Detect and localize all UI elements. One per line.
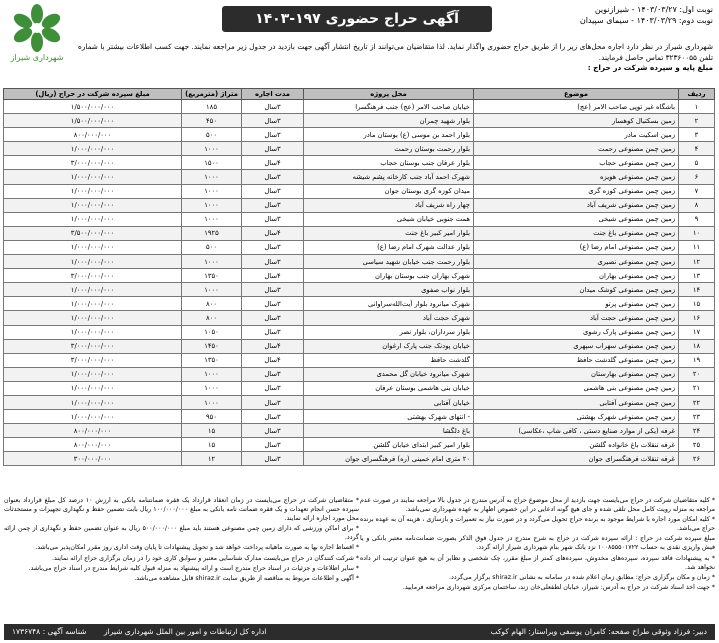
intro-subheading: مبلغ پایه و سپرده شرکت در حراج :	[587, 63, 713, 72]
table-cell: غرفه تنقلات باغ خانواده گلشن	[474, 438, 679, 452]
table-cell: ۲۰ متری امام خمینی (ره) فرهنگسرای جوان	[304, 452, 474, 466]
table-cell: ۱/۰۰۰/۰۰۰/۰۰۰	[4, 381, 182, 395]
conditions-section	[4, 496, 715, 620]
table-cell: خیابان آفتابی	[304, 395, 474, 409]
condition-item: * زمان و مکان برگزاری حراج: مطابق زمان اعلام شده در سامانه به نشانی shiraz.ir برگزار می‌گردد.	[449, 573, 715, 581]
table-cell: ۱۰۵۰	[182, 325, 242, 339]
table-cell: زمین چمن مصنوعی کوزه گری	[474, 184, 679, 198]
table-cell: ۳سال	[242, 255, 304, 269]
table-cell: ۱/۰۰۰/۰۰۰/۰۰۰	[4, 410, 182, 424]
table-cell: ۱/۰۰۰/۰۰۰/۰۰۰	[4, 240, 182, 254]
table-cell: بلوار امیر کبیر ابتدای خیابان گلشن	[304, 438, 474, 452]
table-cell: ۳سال	[242, 410, 304, 424]
table-cell: زمین چمن مصنوعی آفتابی	[474, 395, 679, 409]
table-cell: ۱۰۰۰	[182, 395, 242, 409]
table-cell: ۳سال	[242, 212, 304, 226]
table-cell: ۴	[679, 142, 715, 156]
table-header-cell: موضوع	[474, 89, 679, 100]
table-row	[4, 438, 715, 452]
condition-item: * شرکت کنندگان در حراج می‌بایست مدارک شناسایی معتبر و سوابق کاری خود را در زمان برگزاری حراج ارائه نمایند.	[52, 554, 359, 562]
table-cell: ۳سال	[242, 438, 304, 452]
table-row	[4, 255, 715, 269]
table-cell: ۴سال	[242, 353, 304, 367]
table-cell: ۴۵۰	[182, 114, 242, 128]
table-cell: باشگاه غیر توپی صاحب الامر (عج)	[474, 100, 679, 114]
table-cell: ۱۹	[679, 353, 715, 367]
table-cell: ۱/۰۰۰/۰۰۰/۰۰۰	[4, 212, 182, 226]
table-row	[4, 100, 715, 114]
table-cell: ۳سال	[242, 311, 304, 325]
table-cell: ۸۰۰/۰۰۰/۰۰۰	[4, 424, 182, 438]
table-cell: ۳سال	[242, 325, 304, 339]
table-cell: شهرک حجت آباد	[304, 311, 474, 325]
table-cell: ۳	[679, 128, 715, 142]
table-cell: ۱۱	[679, 240, 715, 254]
table-cell: ۵	[679, 156, 715, 170]
table-row	[4, 142, 715, 156]
table-body	[4, 100, 715, 466]
table-cell: بلوار عرفان جنب بوستان حجاب	[304, 156, 474, 170]
table-cell: زمین چمن مصنوعی گلدشت حافظ	[474, 353, 679, 367]
table-cell: ۱۰۰۰	[182, 184, 242, 198]
publication-first: نوبت اول: ۱۴۰۳/۰۳/۲۷ - شیرازنوین	[594, 5, 713, 14]
table-cell: ۴سال	[242, 269, 304, 283]
table-cell: ۳/۵۰۰/۰۰۰/۰۰۰	[4, 226, 182, 240]
table-row	[4, 198, 715, 212]
table-cell: ۴سال	[242, 339, 304, 353]
intro-text: شهرداری شیراز در نظر دارد اجاره محل‌های زیر را از طریق حراج حضوری واگذار نماید. لذا متقاضیان می‌توانند از تاریخ انتشار آگهی جهت بازدید در جدول زیر مراجعه نمایند. جهت کسب اطلاعات بیشتر با شماره تلفن ۳۲۳۶۰۰۵۵ تماس حاصل فرمایند.	[78, 42, 713, 62]
table-cell: ۱۵۰۰	[182, 156, 242, 170]
table-cell: ۳سال	[242, 452, 304, 466]
table-cell: ۱/۰۰۰/۰۰۰/۰۰۰	[4, 367, 182, 381]
table-cell: ۱/۰۰۰/۰۰۰/۰۰۰	[4, 255, 182, 269]
table-row	[4, 283, 715, 297]
condition-item: * جهت اخذ اسناد شرکت در حراج به آدرس: شیراز، خیابان لطفعلی‌خان زند، ساختمان مرکزی شهرداری مراجعه فرمایید.	[402, 583, 715, 591]
condition-item: * برای اماکن ورزشی که دارای زمین چمن مصنوعی هستند باید مبلغ ۵۰۰/۰۰۰/۰۰۰ ریال به عنوان تضمین حفظ و نگهداری از چمن ارائه گردد.	[4, 525, 359, 542]
table-cell: ۱۰۰۰	[182, 283, 242, 297]
table-cell: ۴سال	[242, 156, 304, 170]
condition-item: * کلیه امکان مورد اجاره با شرایط موجود به برنده حراج تحویل می‌گردد و در صورت نیاز به تعمیرات و بازسازی ، هزینه آن به عهده برنده حراج می‌باشد.	[360, 516, 715, 533]
table-cell: ۱۷	[679, 325, 715, 339]
table-cell: بلوار امیر کبیر باغ جنت	[304, 226, 474, 240]
table-cell: بلوار عدالت شهرک امام رضا (ع)	[304, 240, 474, 254]
page-title: آگهی حراج حضوری ۱۹۷-۱۴۰۳	[222, 6, 492, 32]
table-cell: ۲۳	[679, 410, 715, 424]
table-cell: ۱۳۵۰	[182, 269, 242, 283]
table-cell: ۳سال	[242, 381, 304, 395]
table-row	[4, 297, 715, 311]
table-row	[4, 128, 715, 142]
table-header-cell: مدت اجاره	[242, 89, 304, 100]
table-row	[4, 339, 715, 353]
table-row	[4, 240, 715, 254]
table-cell: ۳سال	[242, 198, 304, 212]
auction-table-container	[4, 88, 715, 493]
table-row	[4, 367, 715, 381]
table-cell: ۳سال	[242, 297, 304, 311]
table-cell: غرفه تنقلات فرهنگسرای جوان	[474, 452, 679, 466]
footer-department: اداره کل ارتباطات و امور بین الملل شهرداری شیراز	[104, 627, 267, 636]
table-cell: ۲۱	[679, 381, 715, 395]
table-row	[4, 184, 715, 198]
table-cell: ۱/۰۰۰/۰۰۰/۰۰۰	[4, 170, 182, 184]
table-cell: ۱/۰۰۰/۰۰۰/۰۰۰	[4, 283, 182, 297]
table-cell: زمین چمن مصنوعی شریف آباد	[474, 198, 679, 212]
table-cell: ۲۶	[679, 452, 715, 466]
table-cell: ۳سال	[242, 100, 304, 114]
table-cell: ۸	[679, 198, 715, 212]
table-row	[4, 325, 715, 339]
table-cell: ۸۰۰/۰۰۰/۰۰۰	[4, 438, 182, 452]
table-cell: ۳/۰۰۰/۰۰۰/۰۰۰	[4, 156, 182, 170]
table-cell: ۳سال	[242, 424, 304, 438]
table-cell: ۵۰۰	[182, 240, 242, 254]
condition-item: * اقساط اجاره بها به صورت ماهیانه پرداخت خواهد شد و تحویل پیشنهادات تا پایان وقت اداری روز مقرر امکان‌پذیر می‌باشد.	[35, 544, 359, 552]
table-cell: ۳سال	[242, 184, 304, 198]
table-cell: ۳سال	[242, 283, 304, 297]
table-cell: شهرک میانرود خیابان گل محمدی	[304, 367, 474, 381]
municipality-logo	[2, 4, 72, 86]
table-cell: بلوار سرداران، بلوار نصر	[304, 325, 474, 339]
table-cell: ۳سال	[242, 367, 304, 381]
table-cell: ۱۵	[679, 297, 715, 311]
condition-item: * به پیشنهادات فاقد سپرده، سپرده‌های مخدوش، سپرده‌های کمتر از مبلغ مقرر، چک شخصی و نظایر آن به هیچ عنوان ترتیب اثر داده نخواهد شد.	[360, 554, 715, 571]
table-cell: زمین چمن مصنوعی رحمت	[474, 142, 679, 156]
table-cell: ۳/۰۰۰/۰۰۰/۰۰۰	[4, 269, 182, 283]
table-cell: زمین چمن مصنوعی شیخی	[474, 212, 679, 226]
table-cell: ۹	[679, 212, 715, 226]
table-cell: شهرک احمد آباد جنب کارخانه پشم شیشه	[304, 170, 474, 184]
table-cell: ۱۴	[679, 283, 715, 297]
table-cell: ۱	[679, 100, 715, 114]
table-cell: چهار راه شریف آباد	[304, 198, 474, 212]
publication-second: نوبت دوم: ۱۴۰۳/۰۳/۲۹ - سیمای سپیدان	[579, 16, 713, 25]
table-cell: ۱۲	[679, 255, 715, 269]
table-cell: ۲۵	[679, 438, 715, 452]
condition-item: * آگهی و اطلاعات مربوط به مناقصه از طریق سایت shiraz.ir قابل مشاهده می‌باشد.	[134, 574, 359, 582]
table-cell: خیابان پودنک جنب پارک ارغوان	[304, 339, 474, 353]
table-cell: ۱۵	[182, 424, 242, 438]
table-cell: ۱۰۰۰	[182, 367, 242, 381]
table-row	[4, 156, 715, 170]
table-cell: همت جنوبی خیابان شیخی	[304, 212, 474, 226]
table-cell: باغ دلگشا	[304, 424, 474, 438]
table-header-cell: مبلغ سپرده شرکت در حراج (ریال)	[4, 89, 182, 100]
table-cell: ۲	[679, 114, 715, 128]
table-row	[4, 170, 715, 184]
conditions-left-column	[4, 496, 359, 620]
intro-paragraph	[78, 42, 713, 74]
table-cell: ۱۵	[182, 438, 242, 452]
table-row	[4, 452, 715, 466]
table-cell: بلوار شهید چمران	[304, 114, 474, 128]
table-cell: زمین اسکیت مادر	[474, 128, 679, 142]
table-cell: ۳سال	[242, 240, 304, 254]
footer-credits: دبیر: فرزاد وثوقی طراح صفحه: کامران یوسفی ویراستار: الهام کوکب	[490, 627, 707, 636]
table-cell: ۳سال	[242, 395, 304, 409]
table-cell: زمین چمن مصنوعی بنی هاشمی	[474, 381, 679, 395]
table-cell: ۹۵۰	[182, 410, 242, 424]
table-row	[4, 226, 715, 240]
condition-item: * کلیه متقاضیان شرکت در حراج می‌بایست جهت بازدید از محل موضوع حراج به آدرس مندرج در جدول بالا مراجعه نمایند در صورت عدم مراجعه به منزله رویت کامل محل تلقی شده و جای هیچ گونه ادعایی در این خصوص اظهار به عهده شهرداری نمی‌باشد.	[360, 497, 715, 514]
table-row	[4, 381, 715, 395]
table-cell: ۱۰۰۰	[182, 142, 242, 156]
table-row	[4, 353, 715, 367]
table-cell: ۸۰۰/۰۰۰/۰۰۰	[4, 128, 182, 142]
table-cell: زمین چمن مصنوعی بهاران	[474, 269, 679, 283]
table-cell: زمین چمن مصنوعی پرتو	[474, 297, 679, 311]
table-cell: زمین بسکتبال کوهسار	[474, 114, 679, 128]
table-cell: زمین چمن مصنوعی هویزه	[474, 170, 679, 184]
table-cell: گلدشت حافظ	[304, 353, 474, 367]
table-row	[4, 395, 715, 409]
table-cell: بلوار نواب صفوی	[304, 283, 474, 297]
table-cell: زمین چمن مصنوعی سهراب سپهری	[474, 339, 679, 353]
table-cell: ۱۳۵۰	[182, 353, 242, 367]
auction-table	[3, 88, 715, 466]
table-cell: ۱۸	[679, 339, 715, 353]
logo-text: شهرداری شیراز	[10, 53, 64, 62]
table-cell: ۱۰۰۰	[182, 198, 242, 212]
flower-logo-icon	[14, 4, 60, 52]
table-cell: بلوار احمد بن موسی (ع) بوستان مادر	[304, 128, 474, 142]
table-cell: ۳سال	[242, 128, 304, 142]
table-cell: زمین چمن مصنوعی کوشک میدان	[474, 283, 679, 297]
table-cell: خیابان بنی هاشمی بوستان عرفان	[304, 381, 474, 395]
table-cell: ۱/۵۰۰/۰۰۰/۰۰۰	[4, 114, 182, 128]
table-row	[4, 410, 715, 424]
table-cell: ۱۰۰۰	[182, 381, 242, 395]
table-cell: ۱۰۰۰	[182, 170, 242, 184]
footer-bar	[4, 624, 715, 640]
table-cell: ۷	[679, 184, 715, 198]
table-cell: ۳سال	[242, 170, 304, 184]
table-cell: ۱/۰۰۰/۰۰۰/۰۰۰	[4, 184, 182, 198]
table-cell: ۱/۰۰۰/۰۰۰/۰۰۰	[4, 198, 182, 212]
table-cell: ۳سال	[242, 114, 304, 128]
table-cell: ۳۰۰/۰۰۰/۰۰۰	[4, 452, 182, 466]
table-header-cell: ردیف	[679, 89, 715, 100]
table-cell: ۵۰۰	[182, 128, 242, 142]
table-cell: زمین چمن مصنوعی حجاب	[474, 156, 679, 170]
conditions-right-column	[360, 496, 715, 620]
table-cell: ۱۰	[679, 226, 715, 240]
table-header-row	[4, 89, 715, 100]
table-cell: ۱/۵۰۰/۰۰۰/۰۰۰	[4, 100, 182, 114]
table-cell: ۱۰۰۰	[182, 255, 242, 269]
table-cell: زمین چمن مصنوعی حجت آباد	[474, 311, 679, 325]
condition-item: * متقاضیان شرکت در حراج می‌بایست در زمان انعقاد قرارداد یک فقره ضمانتنامه بانکی به ارزش ۱۰ درصد کل مبلغ قرارداد بعنوان سپرده حسن انجام تعهدات و یک فقره ضمانت نامه بانکی به مبلغ ۱۰۰/۰۰۰/۰۰۰ ریال بابت تضمین حفظ و نگهداری تجهیزات و مستحدثات محل مورد اجاره ارائه نمایند.	[4, 497, 359, 523]
table-header-cell: متراژ (مترمربع)	[182, 89, 242, 100]
condition-item: * سایر اطلاعات و جزئیات در اسناد حراج مندرج است و ارائه پیشنهاد به منزله قبول کلیه شرایط مندرج در اسناد حراج می‌باشد.	[28, 564, 359, 572]
table-cell: شهرک بهاران جنب بوستان بهاران	[304, 269, 474, 283]
table-cell: غرفه (یکی از موارد صنایع دستی ، کافی شاپ ،عکاسی)	[474, 424, 679, 438]
table-cell: زمین چمن مصنوعی پارک رشوی	[474, 325, 679, 339]
table-row	[4, 114, 715, 128]
table-cell: - انتهای شهرک بهشتی	[304, 410, 474, 424]
table-cell: ۱۳	[679, 269, 715, 283]
table-cell: ۱/۰۰۰/۰۰۰/۰۰۰	[4, 297, 182, 311]
condition-item: مبلغ سپرده شرکت در حراج : ارائه سپرده شرکت در حراج به شرح مندرج در جدول فوق الذکر بصورت ضمانت‌نامه معتبر بانکی و یا فیش واریزی نقدی به حساب ۱۰۰۸۵۵۵۰۱۷۲۲ نزد بانک شهر بنام شهرداری شیراز ارائه گردد.	[360, 535, 715, 552]
table-row	[4, 311, 715, 325]
table-row	[4, 424, 715, 438]
table-cell: ۱۲	[182, 452, 242, 466]
table-header-cell: محل پروژه	[304, 89, 474, 100]
table-cell: ۱۶	[679, 311, 715, 325]
table-cell: ۱/۰۰۰/۰۰۰/۰۰۰	[4, 325, 182, 339]
table-cell: ۱۴۵۰	[182, 339, 242, 353]
table-cell: ۱۸۵	[182, 100, 242, 114]
table-cell: زمین چمن مصنوعی امام رضا (ع)	[474, 240, 679, 254]
table-cell: شهرک میانرود بلوار آیت‌الله‌سراوانی	[304, 297, 474, 311]
table-cell: زمین چمن مصنوعی نصیری	[474, 255, 679, 269]
table-cell: میدان کوزه گری بوستان جوان	[304, 184, 474, 198]
table-cell: ۲۲	[679, 395, 715, 409]
table-cell: ۸۰۰	[182, 297, 242, 311]
table-cell: بلوار رحمت جنب خیابان شهید سیاسی	[304, 255, 474, 269]
footer-ad-id: شناسه آگهی : ۱۷۳۶۷۴۸	[12, 627, 87, 636]
table-cell: ۶	[679, 170, 715, 184]
table-row	[4, 212, 715, 226]
publication-info	[513, 4, 713, 26]
table-cell: ۳/۰۰۰/۰۰۰/۰۰۰	[4, 339, 182, 353]
table-cell: بلوار رحمت بوستان رحمت	[304, 142, 474, 156]
table-cell: ۳سال	[242, 142, 304, 156]
table-cell: ۱/۰۰۰/۰۰۰/۰۰۰	[4, 311, 182, 325]
table-cell: ۸۰۰	[182, 311, 242, 325]
table-cell: ۱۹۲۵	[182, 226, 242, 240]
table-cell: ۴سال	[242, 226, 304, 240]
table-cell: ۲۰	[679, 367, 715, 381]
table-cell: ۳/۰۰۰/۰۰۰/۰۰۰	[4, 353, 182, 367]
table-cell: خیابان صاحب الامر (عج) جنب فرهنگسرا	[304, 100, 474, 114]
table-cell: ۲۴	[679, 424, 715, 438]
table-cell: زمین چمن مصنوعی شهرک بهشتی	[474, 410, 679, 424]
table-row	[4, 269, 715, 283]
table-cell: زمین چمن مصنوعی بهارستان	[474, 367, 679, 381]
table-cell: ۱۰۰۰	[182, 212, 242, 226]
table-cell: زمین چمن مصنوعی باغ جنت	[474, 226, 679, 240]
table-cell: ۱/۰۰۰/۰۰۰/۰۰۰	[4, 142, 182, 156]
table-cell: ۱/۰۰۰/۰۰۰/۰۰۰	[4, 395, 182, 409]
